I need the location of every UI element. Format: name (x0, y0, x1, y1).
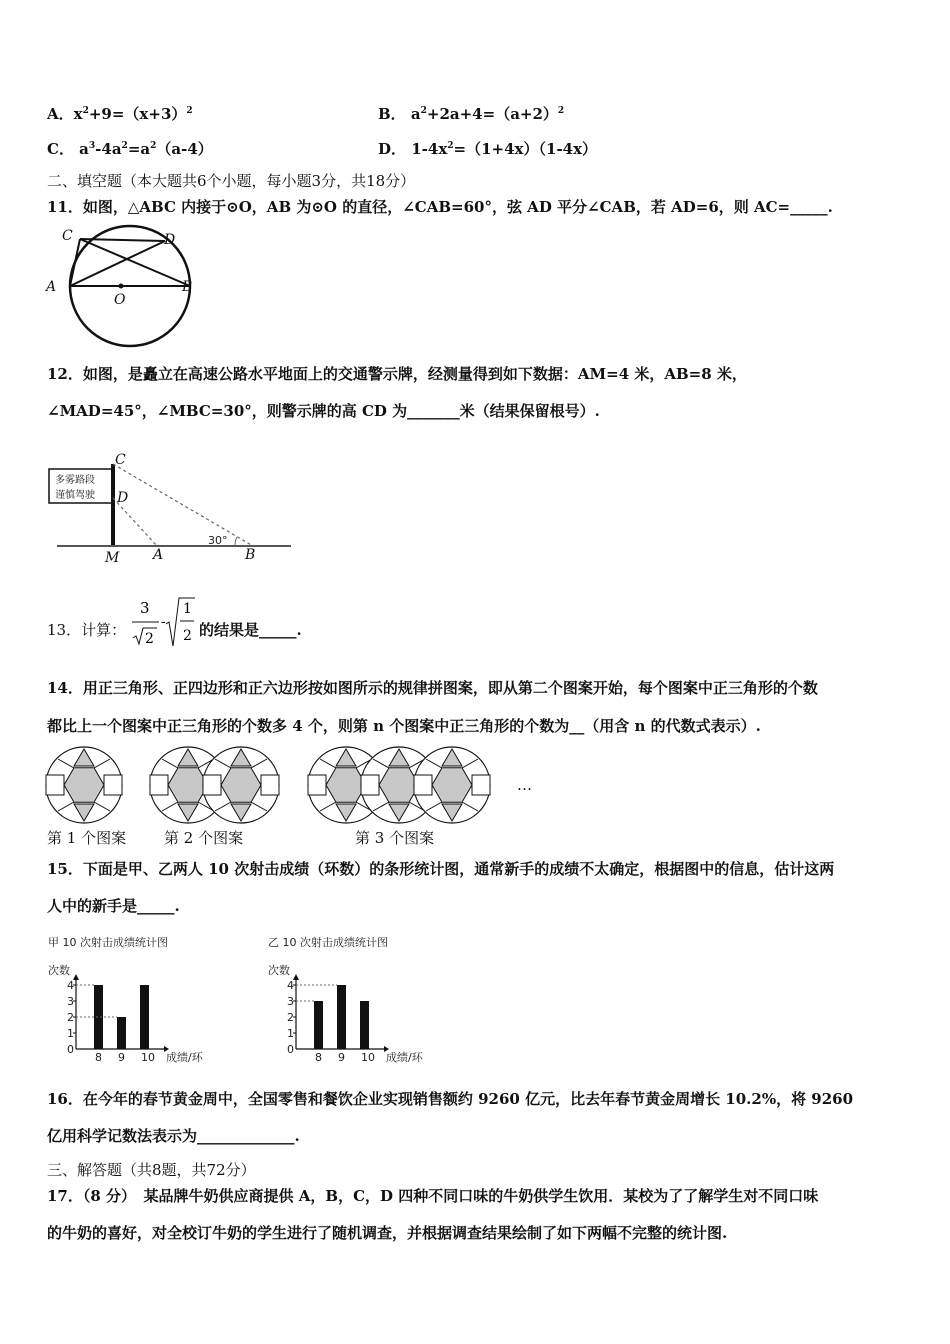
x-tick-label: 10 (141, 1051, 155, 1064)
chart-title: 甲 10 次射击成绩统计图 (48, 936, 168, 949)
caption-3: 第 3 个图案 (355, 829, 435, 847)
section3-title: 三、解答题（共8题，共72分） (47, 1161, 256, 1179)
y-axis-label: 次数 (48, 964, 70, 977)
x-tick-label: 9 (338, 1051, 345, 1064)
tile-unit-2-2 (203, 747, 279, 823)
q17-line1: 17．（8 分） 某品牌牛奶供应商提供 A，B，C，D 四种不同口味的牛奶供学生饮用．某校为了了解学生对不同口味 (47, 1187, 819, 1205)
bar-9 (337, 985, 346, 1049)
angle-arc (235, 537, 237, 546)
option-a: A．$x^2+9=(x+3)^2$ (47, 105, 193, 123)
q14-tile-patterns (44, 746, 544, 824)
caption-1: 第 1 个图案 (47, 829, 127, 847)
num1: 3 (140, 599, 150, 617)
x-tick-label: 9 (118, 1051, 125, 1064)
q13-prefix: 13．计算： (47, 621, 127, 639)
label-a: A (46, 279, 57, 295)
label-d: D (164, 232, 176, 248)
q12-sign-figure (45, 452, 300, 570)
y-axis-label: 次数 (268, 964, 290, 977)
q13-suffix: 的结果是_____. (199, 621, 302, 639)
den1: 2 (145, 631, 154, 647)
q11-circle-figure (40, 222, 210, 352)
x-tick-label: 8 (315, 1051, 322, 1064)
q14-line1: 14．用正三角形、正四边形和正六边形按如图所示的规律拼图案，即从第二个图案开始，每个图案中正三角形的个数 (47, 679, 818, 697)
q16-line2: 亿用科学记数法表示为_____________. (47, 1127, 300, 1145)
label-c: C (62, 228, 73, 244)
minus-sign: - (161, 614, 166, 630)
sign-line2: 谨慎驾驶 (55, 490, 95, 501)
bar-10 (360, 1001, 369, 1049)
y-tick-label: 1 (67, 1027, 74, 1040)
y-tick-label: 2 (67, 1011, 74, 1024)
bar-10 (140, 985, 149, 1049)
bar-9 (117, 1017, 126, 1049)
option-d: D． $1-4x^2=(1+4x)(1-4x)$ (378, 140, 598, 158)
x-axis-label: 成绩/环 (386, 1051, 423, 1064)
num2: 1 (183, 601, 192, 617)
label-d: D (117, 490, 129, 506)
q14-line2: 都比上一个图案中正三角形的个数多 4 个，则第 n 个图案中正三角形的个数为__（用含 n 的代数式表示）. (47, 717, 761, 735)
y-tick-label: 2 (287, 1011, 294, 1024)
q15-line1: 15．下面是甲、乙两人 10 次射击成绩（环数）的条形统计图，通常新手的成绩不太确定，根据图中的信息，估计这两 (47, 860, 835, 878)
label-m: M (105, 550, 120, 566)
tile-unit-3-3 (414, 747, 490, 823)
x-tick-label: 8 (95, 1051, 102, 1064)
segment-cd (80, 239, 165, 241)
q12-line2: ∠MAD=45°，∠MBC=30°，则警示牌的高 CD 为_______米（结果保留根号）. (47, 402, 600, 420)
label-b: B (245, 547, 256, 563)
den2: 2 (183, 628, 192, 644)
q11-text: 11．如图，△ABC 内接于⊙O，AB 为⊙O 的直径，∠CAB=60°，弦 AD 平分∠CAB，若 AD=6，则 AC=_____. (47, 198, 833, 216)
label-a: A (153, 547, 164, 563)
label-c: C (115, 452, 126, 468)
chart-title: 乙 10 次射击成绩统计图 (268, 936, 388, 949)
angle-label: 30° (208, 534, 228, 547)
y-tick-label: 0 (67, 1043, 74, 1056)
sign-line1: 多雾路段 (55, 475, 95, 486)
label-o: O (114, 292, 126, 308)
option-c: C． $a^3-4a^2=a^2(a-4)$ (47, 140, 213, 158)
y-tick-label: 0 (287, 1043, 294, 1056)
chart-yi (264, 932, 464, 1070)
q16-line1: 16．在今年的春节黄金周中，全国零售和餐饮企业实现销售额约 9260 亿元，比去年春节黄金周增长 10.2%，将 9260 (47, 1090, 854, 1108)
y-tick-label: 4 (287, 979, 294, 992)
caption-2: 第 2 个图案 (164, 829, 244, 847)
q17-line2: 的牛奶的喜好，对全校订牛奶的学生进行了随机调查，并根据调查结果绘制了如下两幅不完整的统计图. (47, 1224, 728, 1242)
label-b: B (182, 279, 193, 295)
line-cb (113, 464, 253, 546)
tile-unit-1-1 (46, 747, 122, 823)
y-tick-label: 4 (67, 979, 74, 992)
option-b: B． $a^2+2a+4=(a+2)^2$ (378, 105, 565, 123)
segment-ac (70, 239, 80, 286)
q13-expression (127, 596, 199, 650)
y-tick-label: 3 (67, 995, 74, 1008)
q12-line1: 12．如图，是矗立在高速公路水平地面上的交通警示牌，经测量得到如下数据：AM=4 米，AB=8 米， (47, 365, 747, 383)
x-axis-label: 成绩/环 (166, 1051, 203, 1064)
y-tick-label: 1 (287, 1027, 294, 1040)
center-point (119, 284, 124, 289)
q15-line2: 人中的新手是_____. (47, 897, 180, 915)
section2-title: 二、填空题（本大题共6个小题，每小题3分，共18分） (47, 172, 416, 190)
x-tick-label: 10 (361, 1051, 375, 1064)
ellipsis: … (517, 776, 532, 794)
chart-jia (44, 932, 244, 1070)
y-tick-label: 3 (287, 995, 294, 1008)
bar-8 (314, 1001, 323, 1049)
